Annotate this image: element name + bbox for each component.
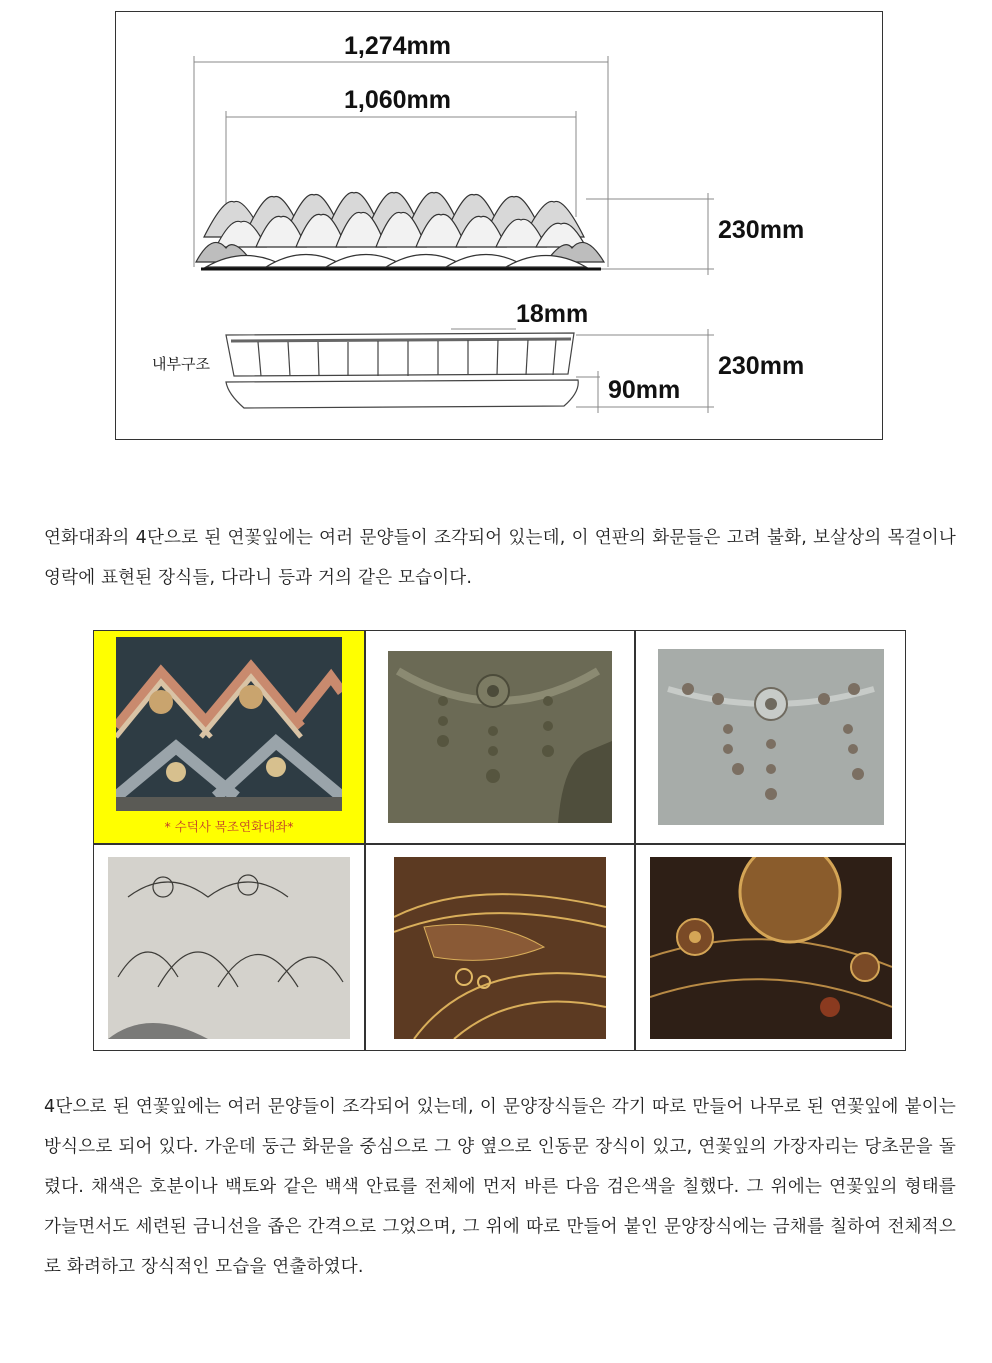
- dimension-top-height: 230mm: [718, 216, 805, 244]
- lotus-pedestal-drawing: [115, 11, 883, 440]
- photo-cell-4: [94, 845, 364, 1051]
- dimension-inner-width: 1,060mm: [344, 86, 452, 114]
- photo-caption: * 수덕사 목조연화대좌*: [164, 819, 294, 834]
- description-paragraph-1: 연화대좌의 4단으로 된 연꽃잎에는 여러 문양들이 조각되어 있는데, 이 연판의 화문들은 고려 불화, 보살상의 목걸이나 영락에 표현된 장식들, 다라니 등과 거의 같은 모습이다.: [44, 528, 956, 588]
- photo-ornament-detail: [658, 649, 884, 825]
- description-paragraph-2: 4단으로 된 연꽃잎에는 여러 문양들이 조각되어 있는데, 이 문양장식들은 각기 따로 만들어 나무로 된 연꽃잎에 붙이는 방식으로 되어 있다. 가운데 둥근 화문을 중심으로 그 양 옆으로 인동문 장식이 있고, 연꽃잎의 가장자리는 당초문을 돌렸다. 채색은 호분이나 백토와 같은 백색 안료를 전체에 먼저 바른 다음 검은색을 칠했다. 그 위에는 연꽃잎의 형태를 가늘면서도 세련된 금니선을 좁은 간격으로 그었으며, 그 위에 따로 만들어 붙인 문양장식에는 금채를 칠하여 전체적으로 화려하고 장식적인 모습을 연출하였다.: [44, 1097, 956, 1277]
- photo-gold-ornament-painting: [650, 857, 892, 1039]
- photo-cell-2: [366, 631, 634, 843]
- photo-sudeoksa-lotus-pedestal: [116, 637, 342, 811]
- dimension-outer-width: 1,274mm: [344, 32, 452, 60]
- photo-gold-line-painting: [394, 857, 606, 1039]
- photo-lotus-line-drawing: [108, 857, 350, 1039]
- lotus-petals: [196, 193, 604, 267]
- photo-necklace-relief: [388, 651, 612, 823]
- photo-cell-1: [94, 631, 364, 843]
- photo-cell-3: [636, 631, 906, 843]
- photo-cell-6: [636, 845, 906, 1051]
- inner-structure: [226, 333, 578, 408]
- photo-cell-5: [366, 845, 634, 1051]
- inner-structure-label: 내부구조: [152, 355, 210, 373]
- dimension-base-height: 90mm: [608, 376, 681, 404]
- dimension-bottom-height: 230mm: [718, 352, 805, 380]
- dimension-thickness: 18mm: [516, 300, 589, 328]
- photo-grid: [93, 630, 906, 1051]
